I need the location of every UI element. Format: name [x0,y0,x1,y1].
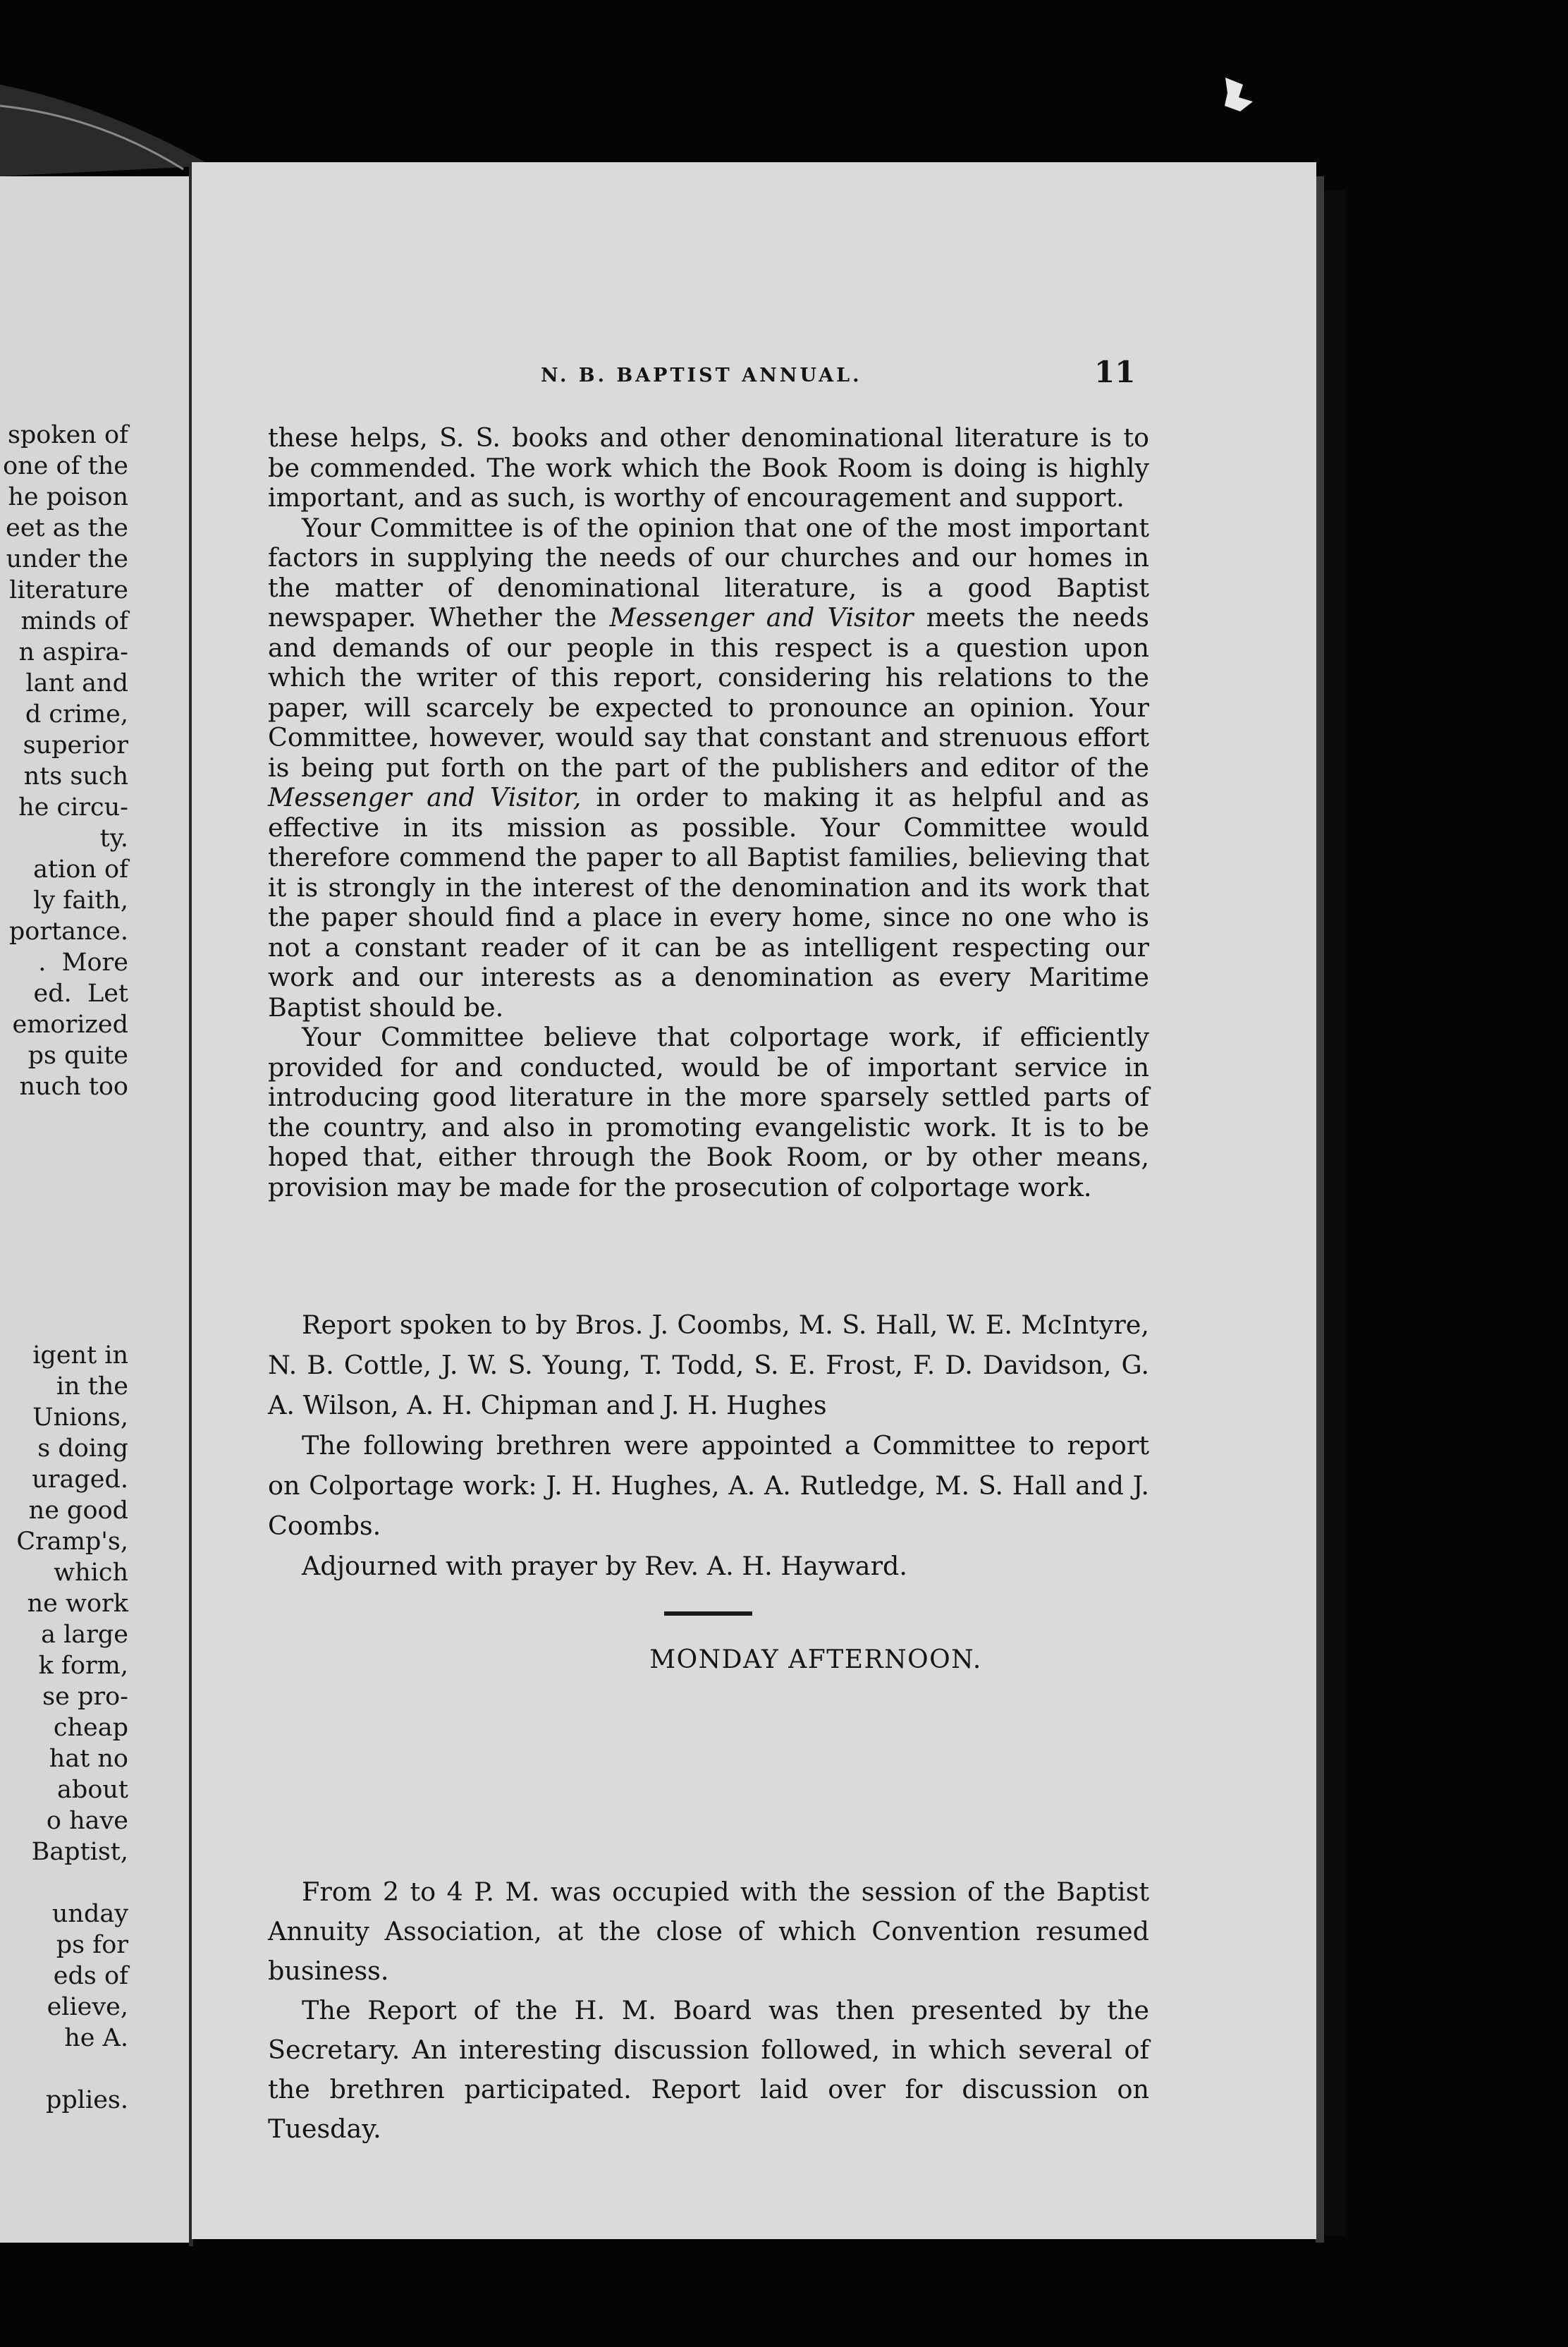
paragraph-hm-board-report: The Report of the H. M. Board was then presented by the Secretary. An interesting discussion followed, in which several of the brethren participated. Report laid over for discussion on Tuesday. [268,1995,1149,2144]
paragraph-adjourned: Adjourned with prayer by Rev. A. H. Hayward. [302,1551,907,1581]
section-divider [664,1611,752,1616]
report-text-block [268,423,1149,1202]
previous-page-text-upper: spoken of one of the he poison eet as the under the literature minds of n aspira- lant and d crime, superior nts such he circu- ty. ation of ly faith, portance. . More ed. Let emorized ps quite nuch too [3,421,128,1101]
newspaper-title: Messenger and Visitor [609,602,914,633]
paragraph-report-spoken: Report spoken to by Bros. J. Coombs, M. S. Hall, W. E. McIntyre, N. B. Cottle, J. W. S. Young, T. Todd, S. E. Frost, F. D. Davidson, G. A. Wilson, A. H. Chipman and J. H. Hughes [268,1310,1149,1420]
paragraph-committee-appointed: The following brethren were appointed a Committee to report on Colportage work: J. H. Hughes, A. A. Rutledge, M. S. Hall and J. Coombs. [268,1430,1149,1541]
page [192,162,1316,2239]
running-head [192,355,1316,397]
paragraph-newspaper: Your Committee is of the opinion that one of the most important factors in supplying the needs of our churches and our homes in the matter of denominational literature, is a good Baptist newspaper. Whether the Messenger and Visitor meets the needs and demands of our people in this respect is a question upon which the writer of this report, considering his relations to the paper, will scarcely be expected to pronounce an opinion. Your Committee, however, would say that constant and strenuous effort is being put forth on the part of the publishers and editor of the Messenger and Visitor, in order to making it as helpful and as effective in its mission as possible. Your Committee would therefore commend the paper to all Baptist families, believing that it is strongly in the interest of the denomination and its work that the paper should find a place in every home, since no one who is not a constant reader of it can be as intelligent respecting our work and our interests as a denomination as every Maritime Baptist should be. [268,512,1149,1023]
previous-page-text-lower: igent in in the Unions, s doing uraged. ne good Cramp's, which ne work a large k form, se pro- cheap hat no about o have Baptist, unday ps for eds of elieve, he A. pplies. [16,1341,128,2114]
paragraph-annuity-association: From 2 to 4 P. M. was occupied with the session of the Baptist Annuity Association, at the close of which Convention resumed business. [268,1877,1149,1986]
paragraph-book-room: these helps, S. S. books and other denominational literature is to be commended. The work which the Book Room is doing is highly important, and as such, is worthy of encouragement and support. [268,422,1149,513]
previous-page-fragment [0,176,189,2243]
running-head-title: N. B. BAPTIST ANNUAL. [541,365,862,386]
proceedings-text-block [268,1305,1149,1586]
newspaper-title: Messenger and Visitor, [268,782,582,812]
paragraph-colportage: Your Committee believe that colportage work, if efficiently provided for and conducted, would be of important service in introducing good literature in the more sparsely settled parts of the country, and also in promoting evangelistic work. It is to be hoped that, either through the Book Room, or by other means, provision may be made for the prosecution of colportage work. [268,1022,1149,1202]
section-heading: MONDAY AFTERNOON. [649,1645,982,1674]
page-number: 11 [1094,355,1136,389]
afternoon-text-block [268,1872,1149,2149]
